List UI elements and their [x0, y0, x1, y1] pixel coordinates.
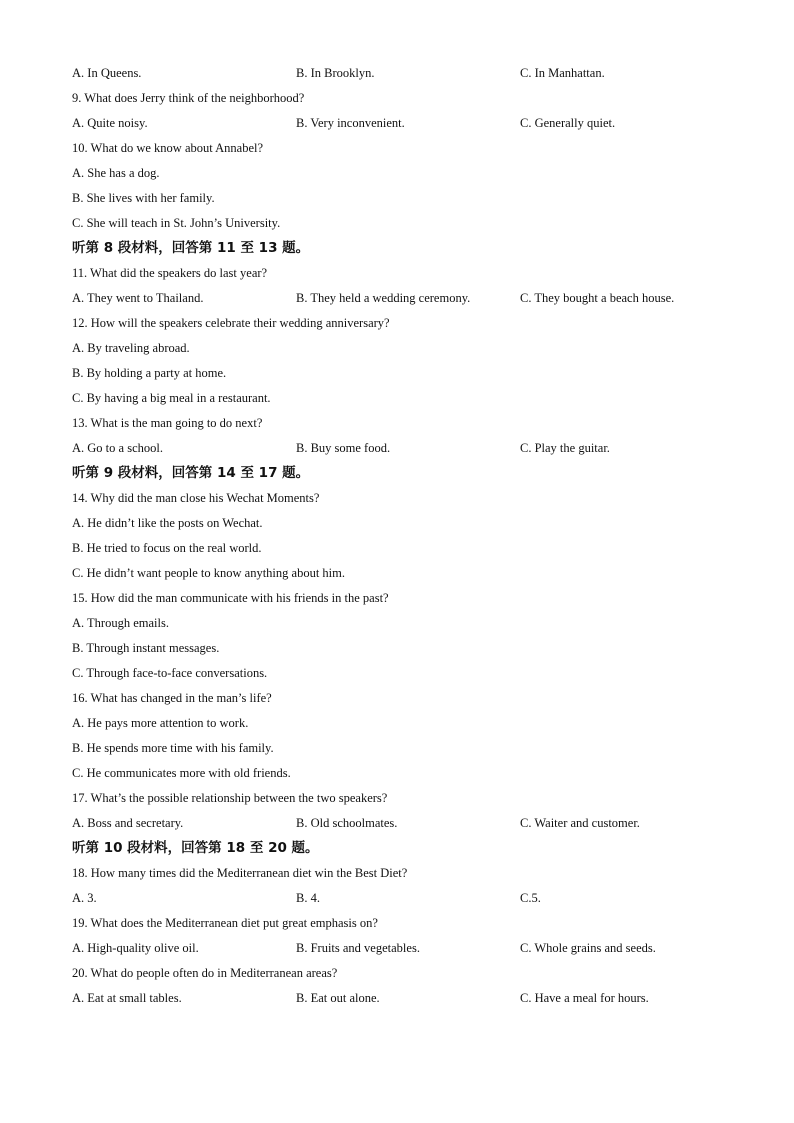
answer-option: A. Eat at small tables. — [72, 991, 182, 1005]
answer-options-row — [72, 436, 752, 461]
answer-option: A. They went to Thailand. — [72, 291, 204, 305]
answer-option: C.5. — [520, 891, 541, 905]
question-text: 17. What’s the possible relationship between the two speakers? — [72, 791, 388, 805]
answer-options-row — [72, 111, 752, 136]
section-heading: 听第 10 段材料，回答第 18 至 20 题。 — [72, 840, 319, 856]
answer-option: C. Generally quiet. — [520, 116, 616, 130]
question-text: 12. How will the speakers celebrate their wedding anniversary? — [72, 316, 390, 330]
answer-option: B. Through instant messages. — [72, 641, 220, 655]
question-text: 11. What did the speakers do last year? — [72, 266, 268, 280]
answer-option: A. Boss and secretary. — [72, 816, 184, 830]
answer-option: C. By having a big meal in a restaurant. — [72, 391, 271, 405]
answer-option: B. Fruits and vegetables. — [296, 941, 420, 955]
question-text: 9. What does Jerry think of the neighborhood? — [72, 91, 305, 105]
answer-option: B. Very inconvenient. — [296, 116, 405, 130]
answer-options-row — [72, 811, 752, 836]
answer-option: A. High-quality olive oil. — [72, 941, 199, 955]
answer-option: C. Whole grains and seeds. — [520, 941, 656, 955]
answer-option: C. In Manhattan. — [520, 66, 605, 80]
answer-option: A. He didn’t like the posts on Wechat. — [72, 516, 263, 530]
answer-options-row — [72, 886, 752, 911]
answer-option: A. By traveling abroad. — [72, 341, 190, 355]
answer-options-row — [72, 61, 752, 86]
answer-option: B. In Brooklyn. — [296, 66, 375, 80]
answer-option: B. 4. — [296, 891, 320, 905]
answer-option: C. He communicates more with old friends. — [72, 766, 291, 780]
answer-option: B. Old schoolmates. — [296, 816, 398, 830]
section-heading: 听第 9 段材料，回答第 14 至 17 题。 — [72, 465, 310, 481]
question-text: 14. Why did the man close his Wechat Moments? — [72, 491, 320, 505]
answer-option: C. She will teach in St. John’s University. — [72, 216, 281, 230]
section-heading: 听第 8 段材料，回答第 11 至 13 题。 — [72, 240, 310, 256]
answer-option: A. Go to a school. — [72, 441, 163, 455]
answer-option: C. Waiter and customer. — [520, 816, 640, 830]
answer-option: B. By holding a party at home. — [72, 366, 227, 380]
answer-options-row — [72, 986, 752, 1011]
answer-option: A. Through emails. — [72, 616, 169, 630]
question-text: 18. How many times did the Mediterranean diet win the Best Diet? — [72, 866, 408, 880]
answer-option: B. They held a wedding ceremony. — [296, 291, 471, 305]
question-text: 13. What is the man going to do next? — [72, 416, 263, 430]
answer-option: B. Eat out alone. — [296, 991, 380, 1005]
answer-option: B. He spends more time with his family. — [72, 741, 274, 755]
answer-options-row — [72, 936, 752, 961]
answer-option: A. She has a dog. — [72, 166, 160, 180]
question-text: 15. How did the man communicate with his friends in the past? — [72, 591, 389, 605]
question-text: 10. What do we know about Annabel? — [72, 141, 264, 155]
answer-option: C. Through face-to-face conversations. — [72, 666, 268, 680]
answer-options-row — [72, 286, 752, 311]
question-text: 20. What do people often do in Mediterranean areas? — [72, 966, 338, 980]
answer-option: C. Play the guitar. — [520, 441, 610, 455]
answer-option: B. Buy some food. — [296, 441, 391, 455]
question-text: 19. What does the Mediterranean diet put great emphasis on? — [72, 916, 378, 930]
answer-option: A. In Queens. — [72, 66, 142, 80]
answer-option: A. Quite noisy. — [72, 116, 148, 130]
answer-option: C. Have a meal for hours. — [520, 991, 649, 1005]
answer-option: A. 3. — [72, 891, 97, 905]
answer-option: A. He pays more attention to work. — [72, 716, 249, 730]
answer-option: C. They bought a beach house. — [520, 291, 675, 305]
answer-option: C. He didn’t want people to know anything about him. — [72, 566, 345, 580]
answer-option: B. He tried to focus on the real world. — [72, 541, 262, 555]
question-text: 16. What has changed in the man’s life? — [72, 691, 272, 705]
exam-page — [72, 61, 752, 1011]
answer-option: B. She lives with her family. — [72, 191, 215, 205]
